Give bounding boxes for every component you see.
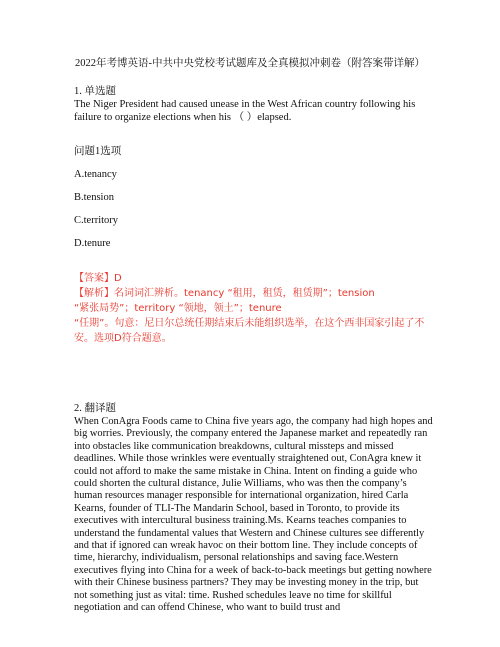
analysis-line-3: “任期”。句意：尼日尔总统任期结束后未能组织选举，在这个西非国家引起了不 [74,318,425,329]
question-1-stem: The Niger President had caused unease in the West African country following his failure to organize elections when his （ ）elapsed. [74,99,416,123]
question-2-type: 2. 翻译题 [74,403,116,414]
analysis-line-4: 安。选项D符合题意。 [74,333,172,344]
analysis-line-2: “紧张局势”；territory “领地，领土”；tenure [74,303,282,314]
option-d: D.tenure [74,238,111,249]
document-title: 2022年考博英语-中共中央党校考试题库及全真模拟冲刺卷（附答案带详解） [75,58,425,69]
answer-block [74,271,434,346]
question-1-options-label: 问题1选项 [74,146,122,157]
option-c: C.territory [74,215,119,226]
analysis-line-1: 【解析】名词词汇辨析。tenancy “租用，租赁，租赁期”；tension [74,288,375,299]
option-a: A.tenancy [74,169,117,180]
translation-passage [74,416,434,615]
question-1-type: 1. 单选题 [74,86,116,97]
passage-text: When ConAgra Foods came to China five years ago, the company had high hopes and big worries. Previously, the company entered the Japanese market and repeatedly ran into obstacles like communication breakdowns, cultural missteps and missed deadlines. While those wrinkles were eventually straightened out, ConAgra knew it could not afford to make the same mistake in China. Intent on finding a guide who could shorten the cultural distance, Julie Williams, who was then the company’s human resources manager responsible for international organization, hired Carla Kearns, founder of TLI-The Mandarin School, based in Toronto, to provide its executives with intercultural business training.Ms. Kearns teaches companies to understand the fundamental values that Western and Chinese cultures see differently and that if ignored can wreak havoc on their bottom line. They include concepts of time, hierarchy, individualism, personal relationships and saving face.Western executives flying into China for a week of back-to-back meetings but getting nowhere with their Chinese business partners? They may be investing money in the trip, but not something just as vital: time. Rushed schedules leave no time for skillful negotiation and can offend Chinese, who want to build trust and [74,416,433,614]
answer-line: 【答案】D [74,273,122,284]
option-b: B.tension [74,192,114,203]
